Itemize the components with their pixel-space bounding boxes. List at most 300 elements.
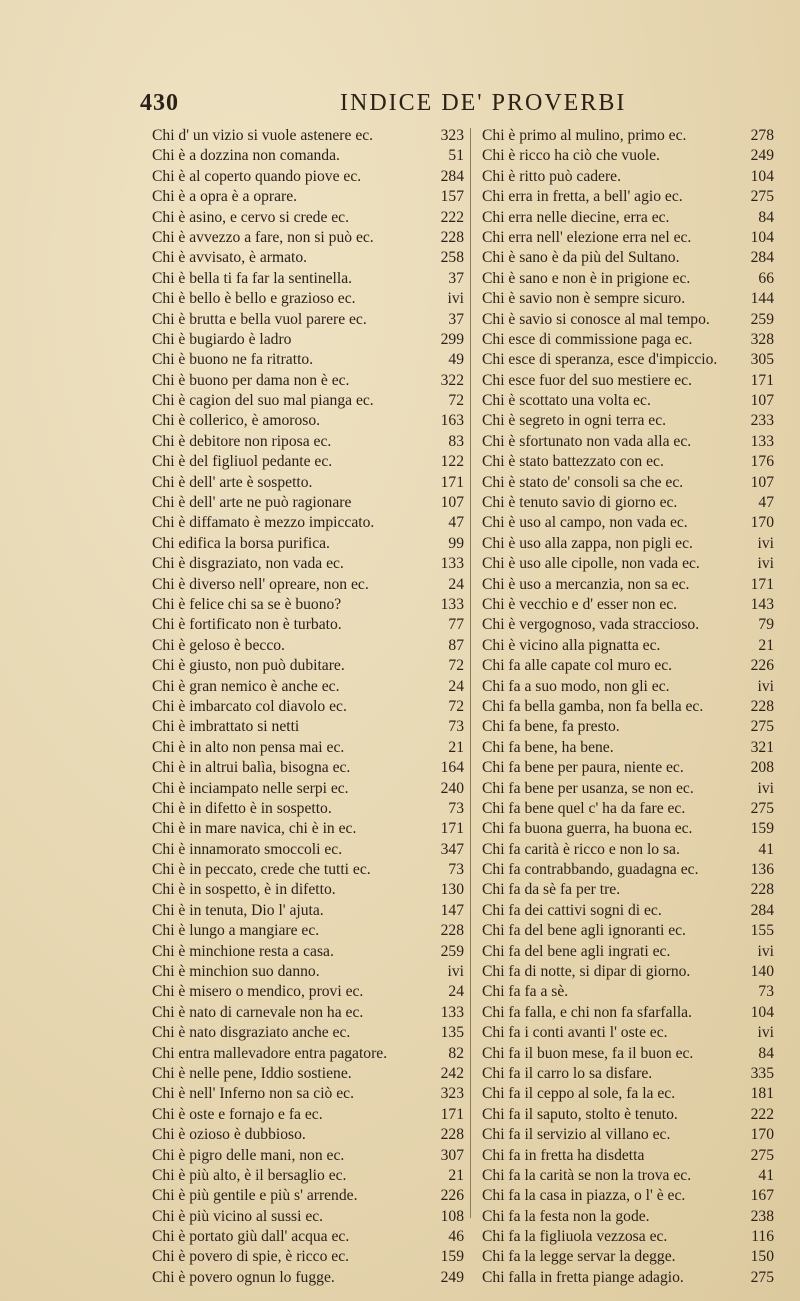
index-entry [152,656,464,676]
index-entry [152,962,464,982]
proverb-text: Chi è savio non è sempre sicuro. [482,290,686,308]
proverb-text: Chi fa alle capate col muro ec. [482,657,673,675]
index-entry [482,146,774,166]
index-entry [482,717,774,737]
page-reference: ivi [447,290,464,308]
page-reference: 164 [440,759,464,777]
page-reference: 284 [750,901,774,919]
index-entry [482,1064,774,1084]
proverb-text: Chi fa carità è ricco e non lo sa. [482,840,680,858]
page-reference: 104 [750,1003,774,1021]
page-reference: ivi [757,942,774,960]
proverb-text: Chi è a opra è a oprare. [152,188,298,206]
index-entry [482,860,774,880]
page-reference: 275 [750,188,774,206]
page-reference: ivi [757,779,774,797]
proverb-text: Chi è del figliuol pedante ec. [152,453,333,471]
index-entry [152,126,464,146]
index-entry [152,452,464,472]
index-entry [152,187,464,207]
index-entry [152,1044,464,1064]
proverb-text: Chi è a dozzina non comanda. [152,147,340,165]
proverb-text: Chi è sano è da più del Sultano. [482,249,680,267]
index-entry [152,554,464,574]
index-entry [152,1064,464,1084]
proverb-text: Chi è asino, e cervo si crede ec. [152,208,350,226]
page-reference: ivi [757,1024,774,1042]
proverb-text: Chi è diffamato è mezzo impiccato. [152,514,375,532]
page-reference: 87 [448,636,464,654]
page-header [140,90,760,120]
proverb-text: Chi è primo al mulino, primo ec. [482,127,687,144]
page-reference: ivi [757,534,774,552]
page-reference: 107 [750,392,774,410]
proverb-text: Chi fa la figliuola vezzosa ec. [482,1228,668,1246]
index-entry [482,1268,774,1288]
index-entry [152,982,464,1002]
index-entry [482,942,774,962]
proverb-text: Chi è bugiardo è ladro [152,330,292,348]
page-reference: 82 [448,1044,464,1062]
page-reference: 157 [440,188,464,206]
index-entry [482,1044,774,1064]
index-entry [482,248,774,268]
page-reference: 170 [750,1126,774,1144]
index-entry [482,656,774,676]
page-reference: 228 [440,922,464,940]
page-reference: 21 [758,636,774,654]
proverb-text: Chi è cagion del suo mal pianga ec. [152,392,374,410]
proverb-text: Chi fa bene per usanza, se non ec. [482,779,694,797]
page-reference: 167 [750,1187,774,1205]
index-entry [152,371,464,391]
proverb-text: Chi è ritto può cadere. [482,167,621,185]
page-reference: 321 [750,738,774,756]
index-entry [482,901,774,921]
proverb-text: Chi è in peccato, crede che tutti ec. [152,861,371,879]
index-entry [482,575,774,595]
proverb-text: Chi è ricco ha ciò che vuole. [482,147,660,165]
proverb-text: Chi è in mare navica, chi è in ec. [152,820,357,838]
index-entry [482,473,774,493]
proverb-text: Chi fa dei cattivi sogni di ec. [482,901,662,919]
index-entry [152,1166,464,1186]
index-entry [152,1227,464,1247]
page-reference: 147 [440,901,464,919]
index-entry [152,1105,464,1125]
proverb-text: Chi è imbrattato si netti [152,718,300,736]
page-reference: 84 [758,1044,774,1062]
proverb-text: Chi è scottato una volta ec. [482,392,651,410]
index-entry [482,432,774,452]
proverb-text: Chi è brutta e bella vuol parere ec. [152,310,367,328]
proverb-text: Chi fa la carità se non la trova ec. [482,1166,692,1184]
proverb-text: Chi è inciampato nelle serpi ec. [152,779,349,797]
page-reference: 24 [448,983,464,1001]
proverb-text: Chi è vicino alla pignatta ec. [482,636,661,654]
index-entry [482,799,774,819]
page-reference: 24 [448,677,464,695]
page-reference: 249 [750,147,774,165]
page-reference: 99 [448,534,464,552]
proverb-text: Chi è diverso nell' opreare, non ec. [152,575,369,593]
page-reference: 328 [750,330,774,348]
index-entry [482,1207,774,1227]
running-head: INDICE DE' PROVERBI [340,90,627,116]
proverb-text: Chi è nato disgraziato anche ec. [152,1024,351,1042]
page-reference: 140 [750,963,774,981]
proverb-text: Chi fa bene, ha bene. [482,738,614,756]
proverb-text: Chi è misero o mendico, provi ec. [152,983,364,1001]
proverb-text: Chi è avvisato, è armato. [152,249,308,267]
proverb-text: Chi esce di speranza, esce d'impiccio. [482,351,718,369]
index-entry [482,697,774,717]
proverb-text: Chi è sano e non è in prigione ec. [482,269,691,287]
proverb-text: Chi è sfortunato non vada alla ec. [482,432,692,450]
index-entry [152,1023,464,1043]
index-entry [152,1146,464,1166]
page-reference: 176 [750,453,774,471]
index-entry [152,758,464,778]
index-entry [482,228,774,248]
proverb-text: Chi è giusto, non può dubitare. [152,657,345,675]
page-reference: 133 [440,555,464,573]
proverb-text: Chi è vecchio e d' esser non ec. [482,595,678,613]
page-reference: 107 [750,473,774,491]
proverb-text: Chi è minchione resta a casa. [152,942,334,960]
proverb-text: Chi fa il ceppo al sole, fa la ec. [482,1085,676,1103]
page-reference: 133 [440,1003,464,1021]
page-reference: 238 [750,1207,774,1225]
proverb-text: Chi è minchion suo danno. [152,963,320,981]
proverb-text: Chi fa i conti avanti l' oste ec. [482,1024,668,1042]
index-entry [152,779,464,799]
page-reference: 46 [448,1228,464,1246]
index-entry [482,350,774,370]
index-entry [482,615,774,635]
proverb-text: Chi è debitore non riposa ec. [152,432,332,450]
page-reference: 323 [440,127,464,144]
page-reference: 84 [758,208,774,226]
proverb-text: Chi è in altrui balìa, bisogna ec. [152,759,351,777]
page-reference: 144 [750,290,774,308]
page-reference: 41 [758,840,774,858]
page-reference: 228 [750,881,774,899]
index-entry [482,1125,774,1145]
proverb-text: Chi è buono ne fa ritratto. [152,351,314,369]
index-entry [482,269,774,289]
proverb-text: Chi è segreto in ogni terra ec. [482,412,667,430]
page-reference: 73 [758,983,774,1001]
index-entry [152,208,464,228]
index-entry [482,330,774,350]
page-reference: 107 [440,494,464,512]
page-reference: 226 [750,657,774,675]
index-entry [152,636,464,656]
index-entry [152,248,464,268]
proverb-text: Chi è nell' Inferno non sa ciò ec. [152,1085,354,1103]
page-reference: 104 [750,228,774,246]
right-index-column [482,126,774,1288]
index-entry [482,819,774,839]
index-entry [152,697,464,717]
index-entry [152,1207,464,1227]
proverb-text: Chi è collerico, è amoroso. [152,412,321,430]
proverb-text: Chi è vergognoso, vada straccioso. [482,616,700,634]
proverb-text: Chi falla in fretta piange adagio. [482,1268,684,1286]
proverb-text: Chi fa il servizio al villano ec. [482,1126,671,1144]
index-entry [152,473,464,493]
page-reference: 130 [440,881,464,899]
page-reference: 122 [440,453,464,471]
proverb-text: Chi è gran nemico è anche ec. [152,677,340,695]
index-entry [482,126,774,146]
index-entry [482,880,774,900]
index-entry [482,1247,774,1267]
index-entry [482,921,774,941]
column-divider [470,128,471,1218]
index-entry [482,554,774,574]
proverb-text: Chi è disgraziato, non vada ec. [152,555,344,573]
page-reference: 47 [758,494,774,512]
page-reference: 347 [440,840,464,858]
index-entry [482,452,774,472]
page-reference: 284 [440,167,464,185]
proverb-text: Chi fa falla, e chi non fa sfarfalla. [482,1003,692,1021]
page-number: 430 [140,90,179,116]
index-entry [482,371,774,391]
index-entry [152,880,464,900]
index-entry [152,921,464,941]
proverb-text: Chi erra in fretta, a bell' agio ec. [482,188,683,206]
proverb-text: Chi è nato di carnevale non ha ec. [152,1003,364,1021]
proverb-text: Chi fa la legge servar la degge. [482,1248,676,1266]
proverb-text: Chi è buono per dama non è ec. [152,371,350,389]
page-reference: 163 [440,412,464,430]
page-reference: ivi [757,555,774,573]
index-entry [152,167,464,187]
proverb-text: Chi entra mallevadore entra pagatore. [152,1044,388,1062]
page-reference: 171 [440,1105,464,1123]
proverb-text: Chi è dell' arte ne può ragionare [152,494,352,512]
index-entry [152,717,464,737]
proverb-text: Chi è uso alla zappa, non pigli ec. [482,534,693,552]
index-entry [482,1105,774,1125]
proverb-text: Chi fa fa a sè. [482,983,569,1001]
page-reference: 77 [448,616,464,634]
index-entry [152,799,464,819]
proverb-text: Chi è dell' arte è sospetto. [152,473,313,491]
index-entry [152,1186,464,1206]
proverb-text: Chi è più vicino al sussi ec. [152,1207,324,1225]
page-reference: 278 [750,127,774,144]
page-reference: 159 [750,820,774,838]
proverb-text: Chi fa il carro lo sa disfare. [482,1064,653,1082]
page-reference: 135 [440,1024,464,1042]
page-reference: 133 [440,595,464,613]
proverb-text: Chi fa del bene agli ingrati ec. [482,942,671,960]
index-entry [482,1084,774,1104]
index-entry [482,1166,774,1186]
index-entry [152,860,464,880]
proverb-text: Chi erra nell' elezione erra nel ec. [482,228,692,246]
page-reference: 233 [750,412,774,430]
page-reference: 226 [440,1187,464,1205]
page-reference: 49 [448,351,464,369]
page-reference: 299 [440,330,464,348]
proverb-text: Chi fa bene per paura, niente ec. [482,759,684,777]
proverb-text: Chi fa la casa in piazza, o l' è ec. [482,1187,686,1205]
proverb-text: Chi è più gentile e più s' arrende. [152,1187,358,1205]
page-reference: 21 [448,738,464,756]
index-entry [152,513,464,533]
page-reference: 37 [448,310,464,328]
proverb-text: Chi è più alto, è il bersaglio ec. [152,1166,347,1184]
index-entry [152,840,464,860]
proverb-text: Chi fa in fretta ha disdetta [482,1146,645,1164]
index-entry [482,1003,774,1023]
proverb-text: Chi fa il buon mese, fa il buon ec. [482,1044,694,1062]
index-entry [152,942,464,962]
page-reference: 171 [750,371,774,389]
page-reference: 72 [448,392,464,410]
proverb-text: Chi è imbarcato col diavolo ec. [152,697,347,715]
page-reference: 72 [448,657,464,675]
page-reference: 51 [448,147,464,165]
page-reference: 171 [440,473,464,491]
proverb-text: Chi fa il saputo, stolto è tenuto. [482,1105,678,1123]
proverb-text: Chi è innamorato smoccoli ec. [152,840,343,858]
proverb-text: Chi fa buona guerra, ha buona ec. [482,820,693,838]
page-reference: 83 [448,432,464,450]
page-reference: 73 [448,799,464,817]
index-entry [482,187,774,207]
page-reference: 159 [440,1248,464,1266]
index-entry [482,167,774,187]
index-entry [482,982,774,1002]
page-reference: 275 [750,799,774,817]
index-entry [152,819,464,839]
index-entry [152,350,464,370]
page-reference: 307 [440,1146,464,1164]
proverb-text: Chi è uso alle cipolle, non vada ec. [482,555,700,573]
index-entry [152,1084,464,1104]
index-entry [152,432,464,452]
page-reference: 181 [750,1085,774,1103]
proverb-text: Chi è in sospetto, è in difetto. [152,881,336,899]
proverb-text: Chi è lungo a mangiare ec. [152,922,320,940]
page-reference: 73 [448,861,464,879]
proverb-text: Chi fa a suo modo, non gli ec. [482,677,670,695]
index-entry [482,758,774,778]
page-reference: ivi [447,963,464,981]
index-entry [482,677,774,697]
index-entry [482,534,774,554]
proverb-text: Chi è in tenuta, Dio l' ajuta. [152,901,324,919]
index-entry [152,901,464,921]
page-reference: 171 [750,575,774,593]
index-entry [482,208,774,228]
page-reference: 136 [750,861,774,879]
index-entry [482,962,774,982]
page-reference: 228 [440,1126,464,1144]
index-entry [152,493,464,513]
index-entry [152,146,464,166]
index-entry [482,1146,774,1166]
proverb-text: Chi è oste e fornajo e fa ec. [152,1105,323,1123]
index-entry [482,513,774,533]
page-reference: 275 [750,718,774,736]
page-reference: 305 [750,351,774,369]
page-reference: 66 [758,269,774,287]
page-reference: 228 [750,697,774,715]
page-reference: 170 [750,514,774,532]
page-reference: 240 [440,779,464,797]
index-entry [152,269,464,289]
index-entry [482,738,774,758]
proverb-text: Chi fa bella gamba, non fa bella ec. [482,697,704,715]
index-entry [482,289,774,309]
index-entry [152,1125,464,1145]
proverb-text: Chi è povero ognun lo fugge. [152,1268,335,1286]
index-entry [152,738,464,758]
page-reference: 322 [440,371,464,389]
page-reference: 171 [440,820,464,838]
page-reference: 37 [448,269,464,287]
page-reference: 222 [750,1105,774,1123]
index-entry [152,330,464,350]
index-entry [482,391,774,411]
proverb-text: Chi è al coperto quando piove ec. [152,167,362,185]
proverb-text: Chi fa bene quel c' ha da fare ec. [482,799,686,817]
proverb-text: Chi erra nelle diecine, erra ec. [482,208,670,226]
index-entry [152,534,464,554]
proverb-text: Chi fa da sè fa per tre. [482,881,621,899]
index-entry [152,310,464,330]
page-reference: 47 [448,514,464,532]
proverb-text: Chi è uso al campo, non vada ec. [482,514,688,532]
page-reference: 335 [750,1064,774,1082]
page-reference: 24 [448,575,464,593]
proverb-text: Chi esce fuor del suo mestiere ec. [482,371,693,389]
page-reference: ivi [757,677,774,695]
index-entry [482,636,774,656]
proverb-text: Chi è bella ti fa far la sentinella. [152,269,353,287]
page-reference: 133 [750,432,774,450]
proverb-text: Chi è portato giù dall' acqua ec. [152,1228,350,1246]
page-reference: 284 [750,249,774,267]
index-entry [152,289,464,309]
page-reference: 79 [758,616,774,634]
page-reference: 21 [448,1166,464,1184]
index-entry [152,575,464,595]
page-reference: 242 [440,1064,464,1082]
index-entry [482,493,774,513]
proverb-text: Chi è stato de' consoli sa che ec. [482,473,684,491]
proverb-text: Chi fa di notte, si dipar di giorno. [482,963,691,981]
page-reference: 275 [750,1268,774,1286]
page-reference: 104 [750,167,774,185]
index-entry [152,1003,464,1023]
page-reference: 249 [440,1268,464,1286]
proverb-text: Chi è geloso è becco. [152,636,285,654]
page-reference: 258 [440,249,464,267]
index-entry [152,1268,464,1288]
proverb-text: Chi è pigro delle mani, non ec. [152,1146,345,1164]
index-entry [482,1227,774,1247]
page-reference: 259 [750,310,774,328]
index-entry [152,391,464,411]
